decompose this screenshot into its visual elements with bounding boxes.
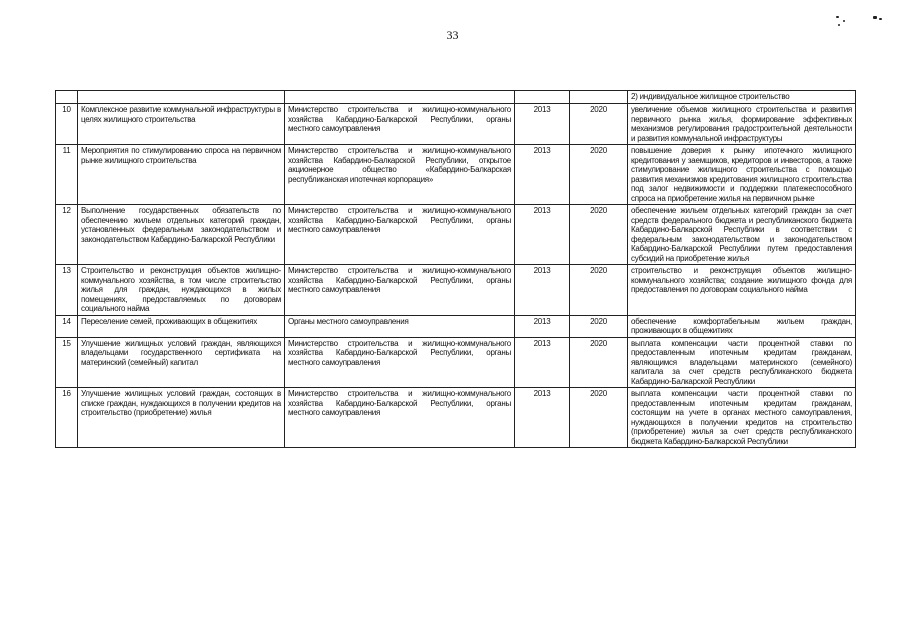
cell-end: 2020	[570, 315, 628, 337]
table-row	[56, 388, 856, 448]
cell-measure: Строительство и реконструкция объектов жилищно-коммунального хозяйства, в том числе строительство жилья для граждан, нуждающихся в жилых помещениях, предоставляемых по договорам социального найма	[78, 265, 285, 316]
cell-result: 2) индивидуальное жилищное строительство	[628, 91, 856, 104]
cell-measure: Улучшение жилищных условий граждан, являющихся владельцами государственного сертификата на материнский (семейный) капитал	[78, 337, 285, 388]
cell-end	[570, 91, 628, 104]
cell-num: 13	[56, 265, 78, 316]
cell-executor	[285, 91, 515, 104]
cell-num: 10	[56, 104, 78, 145]
cell-num: 11	[56, 145, 78, 205]
table-row	[56, 104, 856, 145]
cell-num: 15	[56, 337, 78, 388]
cell-start: 2013	[515, 104, 570, 145]
cell-start: 2013	[515, 337, 570, 388]
cell-executor: Министерство строительства и жилищно-коммунального хозяйства Кабардино-Балкарской Республики, органы местного самоуправления	[285, 104, 515, 145]
cell-executor: Органы местного самоуправления	[285, 315, 515, 337]
cell-end: 2020	[570, 265, 628, 316]
cell-executor: Министерство строительства и жилищно-коммунального хозяйства Кабардино-Балкарской Республики, органы местного самоуправления	[285, 265, 515, 316]
cell-end: 2020	[570, 205, 628, 265]
cell-result: обеспечение жильем отдельных категорий граждан за счет средств федерального бюджета и республиканского бюджета Кабардино-Балкарской Республики в соответствии с федеральным законодательством и законодательством Кабардино-Балкарской Республики путем предоставления субсидий на приобретение жилья	[628, 205, 856, 265]
cell-num	[56, 91, 78, 104]
cell-measure: Мероприятия по стимулированию спроса на первичном рынке жилищного строительства	[78, 145, 285, 205]
cell-num: 12	[56, 205, 78, 265]
cell-start: 2013	[515, 205, 570, 265]
cell-start	[515, 91, 570, 104]
cell-executor: Министерство строительства и жилищно-коммунального хозяйства Кабардино-Балкарской Республики, органы местного самоуправления	[285, 388, 515, 448]
table-row	[56, 205, 856, 265]
cell-start: 2013	[515, 315, 570, 337]
cell-end: 2020	[570, 145, 628, 205]
page-number: 33	[446, 28, 459, 42]
cell-executor: Министерство строительства и жилищно-коммунального хозяйства Кабардино-Балкарской Республики, открытое акционерное общество «Кабардино-Балкарская республиканская ипотечная корпорация»	[285, 145, 515, 205]
cell-measure: Переселение семей, проживающих в общежитиях	[78, 315, 285, 337]
cell-num: 14	[56, 315, 78, 337]
cell-measure: Улучшение жилищных условий граждан, состоящих в списке граждан, нуждающихся в получении кредитов на строительство (приобретение) жилья	[78, 388, 285, 448]
cell-measure: Выполнение государственных обязательств по обеспечению жильем отдельных категорий граждан, установленных федеральным законодательством и законодательством Кабардино-Балкарской Республики	[78, 205, 285, 265]
cell-start: 2013	[515, 388, 570, 448]
cell-end: 2020	[570, 104, 628, 145]
cell-num: 16	[56, 388, 78, 448]
cell-executor: Министерство строительства и жилищно-коммунального хозяйства Кабардино-Балкарской Республики, органы местного самоуправления	[285, 337, 515, 388]
cell-measure: Комплексное развитие коммунальной инфраструктуры в целях жилищного строительства	[78, 104, 285, 145]
cell-result: увеличение объемов жилищного строительства и развития первичного рынка жилья, формирование эффективных механизмов регулирования градостроительной деятельности и развития коммунальной инфраструктуры	[628, 104, 856, 145]
table-row	[56, 265, 856, 316]
measures-table	[55, 90, 856, 448]
continuation-row	[56, 91, 856, 104]
cell-result: строительство и реконструкция объектов жилищно-коммунального хозяйства; создание жилищного фонда для предоставления по договорам социального найма	[628, 265, 856, 316]
table-row	[56, 337, 856, 388]
cell-measure	[78, 91, 285, 104]
cell-end: 2020	[570, 337, 628, 388]
cell-executor: Министерство строительства и жилищно-коммунального хозяйства Кабардино-Балкарской Республики, органы местного самоуправления	[285, 205, 515, 265]
table-row	[56, 145, 856, 205]
cell-result: обеспечение комфортабельным жильем граждан, проживающих в общежитиях	[628, 315, 856, 337]
cell-result: повышение доверия к рынку ипотечного жилищного кредитования у заемщиков, кредиторов и инвесторов, а также стимулирование жилищного строительства с помощью развития механизмов кредитования жилищного строительства под залог недвижимости и поддержки платежеспособного спроса на приобретение жилья на первичном рынке	[628, 145, 856, 205]
cell-result: выплата компенсации части процентной ставки по предоставленным ипотечным кредитам гражданам, являющимся владельцами материнского (семейного) капитала за счет средств республиканского бюджета Кабардино-Балкарской Республики	[628, 337, 856, 388]
cell-start: 2013	[515, 145, 570, 205]
cell-start: 2013	[515, 265, 570, 316]
cell-end: 2020	[570, 388, 628, 448]
table-row	[56, 315, 856, 337]
cell-result: выплата компенсации части процентной ставки по предоставленным ипотечным кредитам гражданам, состоящим на учете в органах местного самоуправления, нуждающихся в получении кредитов на строительство (приобретение) жилья за счет средств республиканского бюджета Кабардино-Балкарской Республики	[628, 388, 856, 448]
